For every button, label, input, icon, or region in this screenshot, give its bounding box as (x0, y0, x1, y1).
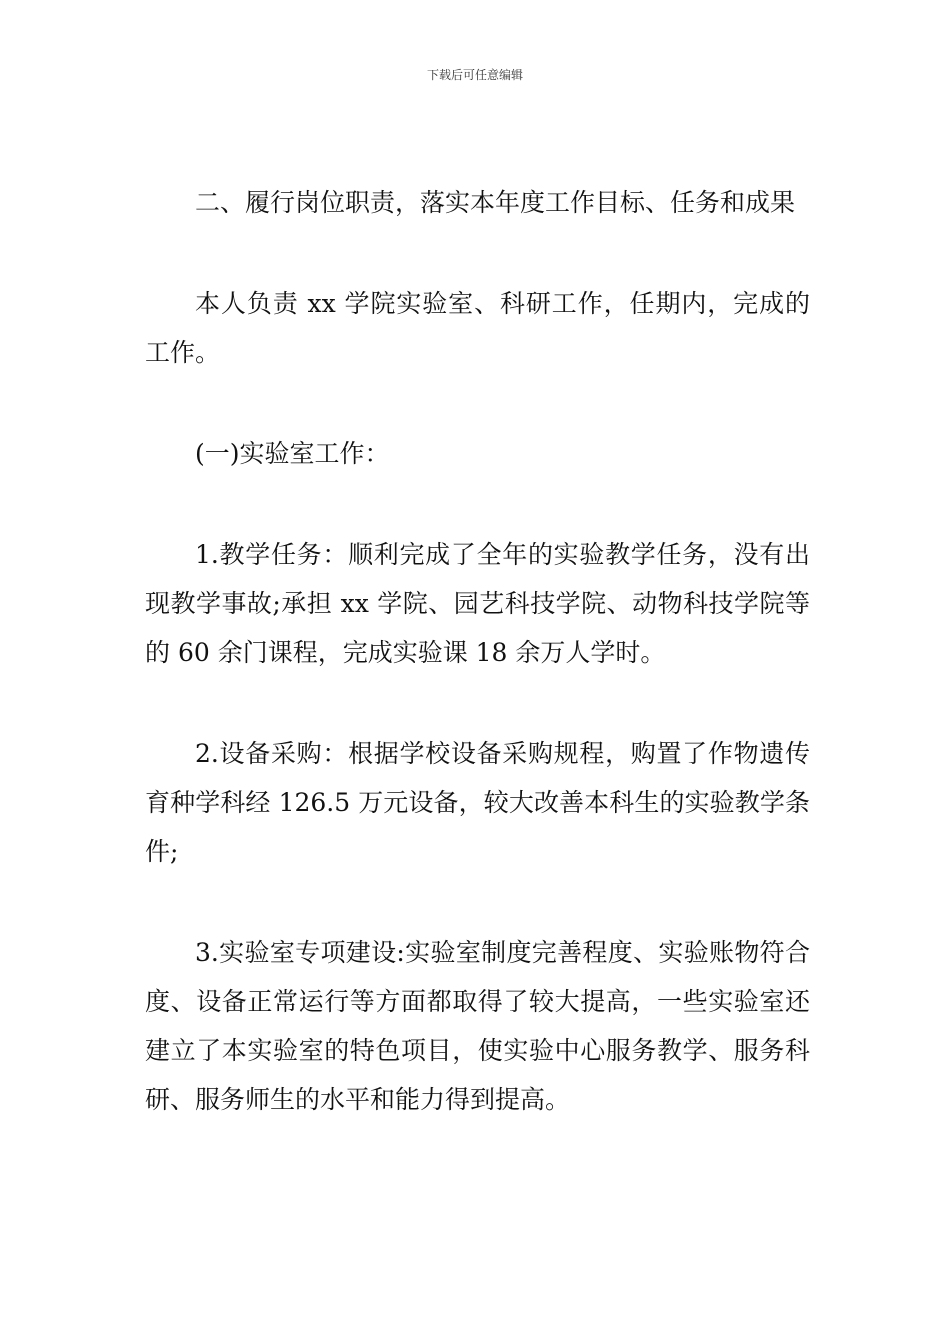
document-body (145, 178, 810, 1124)
intro-paragraph: 本人负责 xx 学院实验室、科研工作，任期内，完成的工作。 (145, 289, 810, 367)
item-lab-construction: 3.实验室专项建设:实验室制度完善程度、实验账物符合度、设备正常运行等方面都取得了较大提高，一些实验室还建立了本实验室的特色项目，使实验中心服务教学、服务科研、服务师生的水平和能力得到提高。 (145, 938, 810, 1114)
item-equipment-procurement: 2.设备采购：根据学校设备采购规程，购置了作物遗传育种学科经 126.5 万元设备，较大改善本科生的实验教学条件; (145, 739, 810, 866)
subsection-heading: (一)实验室工作： (195, 439, 390, 468)
section-heading: 二、履行岗位职责，落实本年度工作目标、任务和成果 (195, 188, 796, 217)
page-header: 下载后可任意编辑 (426, 68, 523, 82)
item-teaching-tasks: 1.教学任务：顺利完成了全年的实验教学任务，没有出现教学事故;承担 xx 学院、园艺科技学院、动物科技学院等的 60 余门课程，完成实验课 18 余万人学时。 (145, 540, 810, 667)
